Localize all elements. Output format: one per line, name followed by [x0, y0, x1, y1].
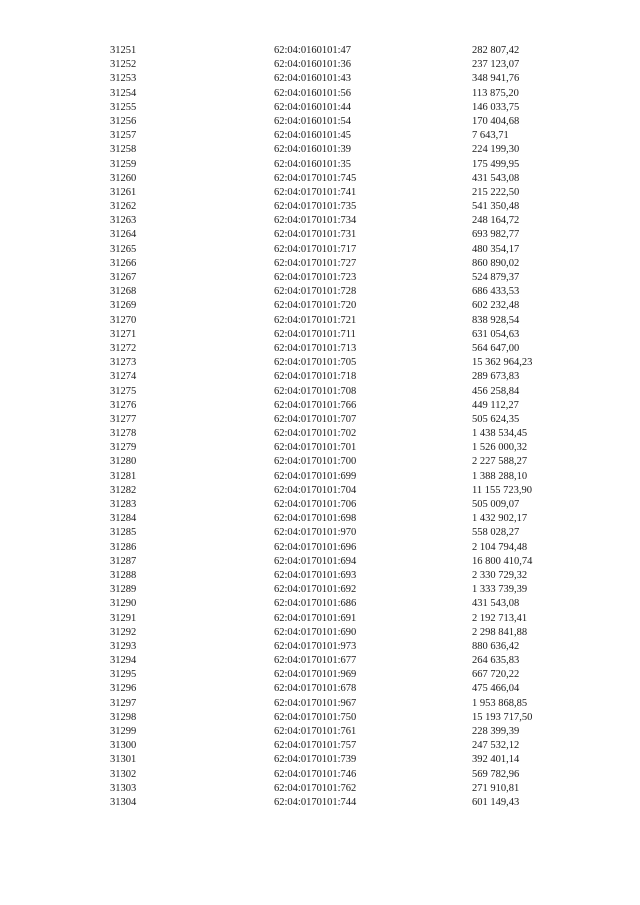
table-row — [0, 58, 640, 72]
cadastral-value: 2 192 713,41 — [472, 612, 528, 624]
table-row — [0, 385, 640, 399]
cadastral-value: 146 033,75 — [472, 101, 520, 113]
table-row — [0, 271, 640, 285]
cadastral-number: 62:04:0160101:39 — [274, 144, 352, 156]
cadastral-value: 247 532,12 — [472, 740, 520, 752]
table-row — [0, 725, 640, 739]
cadastral-value: 248 164,72 — [472, 215, 520, 227]
cadastral-number: 62:04:0170101:713 — [274, 342, 357, 354]
cadastral-number: 62:04:0170101:693 — [274, 569, 357, 581]
table-row — [0, 257, 640, 271]
cadastral-value: 475 466,04 — [472, 683, 520, 695]
cadastral-value: 431 543,08 — [472, 172, 520, 184]
row-number: 31287 — [110, 555, 137, 567]
cadastral-value: 505 624,35 — [472, 413, 520, 425]
cadastral-number: 62:04:0170101:698 — [274, 513, 357, 525]
cadastral-number: 62:04:0170101:750 — [274, 711, 357, 723]
row-number: 31297 — [110, 697, 137, 709]
cadastral-value: 880 636,42 — [472, 640, 520, 652]
cadastral-number: 62:04:0170101:741 — [274, 186, 357, 198]
row-number: 31252 — [110, 59, 137, 71]
cadastral-value: 693 982,77 — [472, 229, 520, 241]
table-row — [0, 356, 640, 370]
row-number: 31300 — [110, 740, 137, 752]
cadastral-value: 224 199,30 — [472, 144, 520, 156]
cadastral-value: 113 875,20 — [472, 87, 519, 99]
row-number: 31285 — [110, 527, 137, 539]
table-row — [0, 626, 640, 640]
cadastral-number: 62:04:0170101:744 — [274, 796, 357, 808]
row-number: 31294 — [110, 655, 137, 667]
table-row — [0, 782, 640, 796]
table-row — [0, 470, 640, 484]
table-row — [0, 158, 640, 172]
table-row — [0, 172, 640, 186]
cadastral-value: 264 635,83 — [472, 655, 520, 667]
row-number: 31286 — [110, 541, 137, 553]
row-number: 31279 — [110, 442, 137, 454]
cadastral-number: 62:04:0170101:734 — [274, 215, 357, 227]
table-row — [0, 314, 640, 328]
table-row — [0, 87, 640, 101]
cadastral-number: 62:04:0170101:761 — [274, 726, 357, 737]
cadastral-number: 62:04:0160101:45 — [274, 130, 352, 142]
row-number: 31254 — [110, 87, 137, 99]
table-row — [0, 697, 640, 711]
row-number: 31299 — [110, 726, 137, 737]
cadastral-number: 62:04:0170101:746 — [274, 768, 357, 780]
cadastral-number: 62:04:0170101:969 — [274, 669, 357, 681]
cadastral-value: 237 123,07 — [472, 59, 520, 71]
cadastral-value: 667 720,22 — [472, 669, 520, 681]
row-number: 31288 — [110, 569, 137, 581]
row-number: 31258 — [110, 144, 137, 156]
table-row — [0, 640, 640, 654]
cadastral-number: 62:04:0170101:728 — [274, 286, 357, 298]
cadastral-value: 1 388 288,10 — [472, 470, 528, 482]
row-number: 31280 — [110, 456, 137, 468]
table-row — [0, 228, 640, 242]
row-number: 31284 — [110, 513, 137, 525]
row-number: 31261 — [110, 186, 137, 198]
cadastral-value: 170 404,68 — [472, 115, 520, 127]
row-number: 31298 — [110, 711, 137, 723]
cadastral-number: 62:04:0170101:701 — [274, 442, 357, 454]
cadastral-number: 62:04:0160101:36 — [274, 59, 352, 71]
cadastral-number: 62:04:0170101:692 — [274, 584, 357, 596]
cadastral-number: 62:04:0160101:56 — [274, 87, 352, 99]
table-row — [0, 768, 640, 782]
cadastral-value: 271 910,81 — [472, 782, 520, 794]
table-row — [0, 583, 640, 597]
table-row — [0, 200, 640, 214]
cadastral-value: 456 258,84 — [472, 385, 520, 397]
cadastral-value: 175 499,95 — [472, 158, 520, 170]
cadastral-number: 62:04:0170101:678 — [274, 683, 357, 695]
cadastral-number: 62:04:0170101:739 — [274, 754, 357, 766]
cadastral-number: 62:04:0170101:699 — [274, 470, 357, 482]
row-number: 31292 — [110, 626, 137, 638]
row-number: 31269 — [110, 300, 137, 312]
cadastral-number: 62:04:0170101:718 — [274, 371, 357, 383]
cadastral-value: 2 298 841,88 — [472, 626, 528, 638]
cadastral-value: 524 879,37 — [472, 272, 520, 283]
row-number: 31276 — [110, 399, 137, 411]
cadastral-value-table — [0, 44, 640, 810]
row-number: 31268 — [110, 286, 137, 298]
cadastral-value: 558 028,27 — [472, 527, 520, 539]
row-number: 31262 — [110, 201, 137, 213]
table-row — [0, 243, 640, 257]
row-number: 31281 — [110, 470, 137, 482]
table-row — [0, 72, 640, 86]
table-row — [0, 186, 640, 200]
cadastral-number: 62:04:0170101:973 — [274, 640, 357, 652]
row-number: 31275 — [110, 385, 137, 397]
cadastral-number: 62:04:0170101:721 — [274, 314, 357, 326]
cadastral-number: 62:04:0170101:735 — [274, 201, 357, 213]
row-number: 31291 — [110, 612, 137, 624]
cadastral-number: 62:04:0170101:702 — [274, 428, 357, 440]
cadastral-value: 215 222,50 — [472, 186, 520, 198]
cadastral-value: 602 232,48 — [472, 300, 520, 312]
table-row — [0, 342, 640, 356]
row-number: 31267 — [110, 272, 137, 283]
cadastral-value: 1 526 000,32 — [472, 442, 528, 454]
row-number: 31282 — [110, 484, 137, 496]
table-row — [0, 541, 640, 555]
row-number: 31255 — [110, 101, 137, 113]
row-number: 31260 — [110, 172, 137, 184]
cadastral-number: 62:04:0170101:711 — [274, 328, 356, 340]
cadastral-value: 2 104 794,48 — [472, 541, 528, 553]
row-number: 31293 — [110, 640, 137, 652]
row-number: 31272 — [110, 342, 137, 354]
table-row — [0, 668, 640, 682]
cadastral-value: 569 782,96 — [472, 768, 520, 780]
row-number: 31283 — [110, 499, 137, 510]
cadastral-value: 541 350,48 — [472, 201, 520, 213]
row-number: 31277 — [110, 413, 137, 425]
table-row — [0, 370, 640, 384]
cadastral-number: 62:04:0170101:704 — [274, 484, 357, 496]
cadastral-value: 480 354,17 — [472, 243, 520, 255]
row-number: 31295 — [110, 669, 137, 681]
cadastral-value: 392 401,14 — [472, 754, 520, 766]
cadastral-value: 289 673,83 — [472, 371, 520, 383]
row-number: 31304 — [110, 796, 137, 808]
row-number: 31271 — [110, 328, 137, 340]
row-number: 31273 — [110, 357, 137, 369]
cadastral-value: 1 953 868,85 — [472, 697, 528, 709]
cadastral-value: 631 054,63 — [472, 328, 520, 340]
table-row — [0, 739, 640, 753]
row-number: 31289 — [110, 584, 137, 596]
table-row — [0, 299, 640, 313]
cadastral-number: 62:04:0170101:677 — [274, 655, 357, 667]
cadastral-number: 62:04:0160101:43 — [274, 73, 352, 85]
cadastral-number: 62:04:0170101:757 — [274, 740, 357, 752]
row-number: 31265 — [110, 243, 137, 255]
cadastral-value: 601 149,43 — [472, 796, 520, 808]
cadastral-number: 62:04:0170101:720 — [274, 300, 357, 312]
table-row — [0, 441, 640, 455]
table-row — [0, 484, 640, 498]
row-number: 31301 — [110, 754, 137, 766]
cadastral-number: 62:04:0170101:731 — [274, 229, 357, 241]
cadastral-number: 62:04:0170101:686 — [274, 598, 357, 610]
cadastral-value: 838 928,54 — [472, 314, 520, 326]
cadastral-value: 2 227 588,27 — [472, 456, 528, 468]
table-row — [0, 796, 640, 810]
row-number: 31303 — [110, 782, 137, 794]
cadastral-number: 62:04:0170101:708 — [274, 385, 357, 397]
row-number: 31264 — [110, 229, 137, 241]
cadastral-number: 62:04:0170101:700 — [274, 456, 357, 468]
cadastral-value: 1 438 534,45 — [472, 428, 528, 440]
cadastral-number: 62:04:0170101:745 — [274, 172, 357, 184]
row-number: 31259 — [110, 158, 137, 170]
cadastral-value: 16 800 410,74 — [472, 555, 533, 567]
row-number: 31257 — [110, 130, 137, 142]
table-row — [0, 569, 640, 583]
cadastral-value: 2 330 729,32 — [472, 569, 528, 581]
table-row — [0, 44, 640, 58]
row-number: 31296 — [110, 683, 137, 695]
cadastral-number: 62:04:0170101:727 — [274, 257, 357, 269]
cadastral-number: 62:04:0170101:705 — [274, 357, 357, 369]
table-row — [0, 597, 640, 611]
row-number: 31263 — [110, 215, 137, 227]
cadastral-value: 15 193 717,50 — [472, 711, 533, 723]
table-row — [0, 654, 640, 668]
cadastral-number: 62:04:0170101:762 — [274, 782, 357, 794]
cadastral-value: 348 941,76 — [472, 73, 520, 85]
row-number: 31253 — [110, 73, 137, 85]
cadastral-value: 11 155 723,90 — [472, 484, 532, 496]
cadastral-value: 860 890,02 — [472, 257, 520, 269]
cadastral-number: 62:04:0170101:707 — [274, 413, 357, 425]
table-row — [0, 512, 640, 526]
table-row — [0, 455, 640, 469]
table-row — [0, 555, 640, 569]
table-row — [0, 143, 640, 157]
table-row — [0, 101, 640, 115]
table-row — [0, 526, 640, 540]
row-number: 31290 — [110, 598, 137, 610]
cadastral-number: 62:04:0160101:54 — [274, 115, 352, 127]
cadastral-number: 62:04:0170101:967 — [274, 697, 357, 709]
table-row — [0, 115, 640, 129]
table-row — [0, 711, 640, 725]
row-number: 31270 — [110, 314, 137, 326]
cadastral-value: 1 432 902,17 — [472, 513, 528, 525]
cadastral-number: 62:04:0170101:706 — [274, 499, 357, 510]
table-row — [0, 413, 640, 427]
table-row — [0, 285, 640, 299]
cadastral-number: 62:04:0170101:694 — [274, 555, 357, 567]
cadastral-value: 282 807,42 — [472, 45, 520, 56]
cadastral-number: 62:04:0170101:717 — [274, 243, 357, 255]
table-row — [0, 129, 640, 143]
table-row — [0, 612, 640, 626]
cadastral-number: 62:04:0160101:47 — [274, 45, 352, 56]
cadastral-number: 62:04:0170101:690 — [274, 626, 357, 638]
cadastral-value: 1 333 739,39 — [472, 584, 528, 596]
cadastral-value: 7 643,71 — [472, 130, 509, 142]
table-row — [0, 399, 640, 413]
row-number: 31274 — [110, 371, 137, 383]
row-number: 31251 — [110, 45, 137, 56]
cadastral-value: 431 543,08 — [472, 598, 520, 610]
cadastral-number: 62:04:0170101:696 — [274, 541, 357, 553]
cadastral-value: 564 647,00 — [472, 342, 520, 354]
row-number: 31278 — [110, 428, 137, 440]
row-number: 31266 — [110, 257, 137, 269]
cadastral-number: 62:04:0170101:970 — [274, 527, 357, 539]
table-row — [0, 214, 640, 228]
cadastral-number: 62:04:0160101:44 — [274, 101, 352, 113]
cadastral-number: 62:04:0160101:35 — [274, 158, 352, 170]
table-row — [0, 682, 640, 696]
cadastral-value: 505 009,07 — [472, 499, 520, 510]
table-row — [0, 753, 640, 767]
table-row — [0, 498, 640, 512]
row-number: 31256 — [110, 115, 137, 127]
cadastral-value: 15 362 964,23 — [472, 357, 533, 369]
cadastral-value: 449 112,27 — [472, 399, 519, 411]
cadastral-value: 228 399,39 — [472, 726, 520, 737]
table-row — [0, 328, 640, 342]
cadastral-number: 62:04:0170101:691 — [274, 612, 357, 624]
cadastral-number: 62:04:0170101:723 — [274, 272, 357, 283]
row-number: 31302 — [110, 768, 137, 780]
cadastral-value: 686 433,53 — [472, 286, 520, 298]
cadastral-number: 62:04:0170101:766 — [274, 399, 357, 411]
table-row — [0, 427, 640, 441]
